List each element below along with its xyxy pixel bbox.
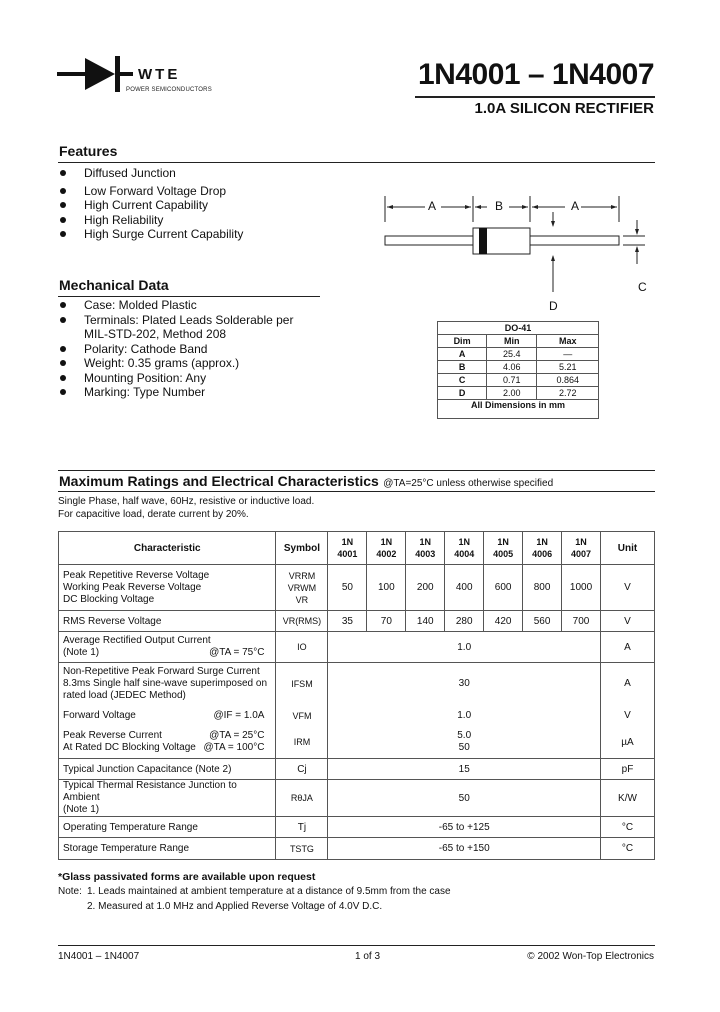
table-row xyxy=(438,387,599,400)
characteristic-line xyxy=(63,710,272,721)
value-cell: -65 to +150 xyxy=(328,838,601,860)
symbol-line: VRRM xyxy=(288,570,316,581)
dim-cell: A xyxy=(438,348,487,361)
ratings-note-1: Single Phase, half wave, 60Hz, resistive or inductive load. xyxy=(58,496,315,507)
characteristic-line: Working Peak Reverse Voltage xyxy=(63,581,202,593)
ratings-top-rule xyxy=(58,470,655,471)
symbol-cell: VFM xyxy=(276,705,328,727)
dim-cell: 0.864 xyxy=(537,374,599,387)
list-item: Weight: 0.35 grams (approx.) xyxy=(58,356,293,371)
features-heading: Features xyxy=(59,143,118,159)
table-row xyxy=(59,759,655,780)
unit-cell: V xyxy=(601,705,655,727)
table-row xyxy=(59,565,655,611)
unit-cell: V xyxy=(601,611,655,632)
mechanical-heading: Mechanical Data xyxy=(59,277,169,293)
dim-cell: — xyxy=(537,348,599,361)
diode-logo-icon xyxy=(57,54,133,94)
value-line: 5.0 xyxy=(457,730,472,742)
symbol-cell: Cj xyxy=(276,759,328,780)
dim-cell: 25.4 xyxy=(487,348,537,361)
col-header-part: 1N 4005 xyxy=(484,532,523,565)
dim-cell: D xyxy=(438,387,487,400)
list-item: Case: Molded Plastic xyxy=(58,298,293,313)
ratings-note-2: For capacitive load, derate current by 20%. xyxy=(58,509,249,520)
unit-cell: °C xyxy=(601,817,655,838)
list-item: Marking: Type Number xyxy=(58,385,293,400)
glass-passivated-note: *Glass passivated forms are available upon request xyxy=(58,871,316,883)
value-cell: 420 xyxy=(484,611,523,632)
symbol-cell xyxy=(276,565,328,611)
features-list xyxy=(58,166,243,242)
footer-rule xyxy=(58,945,655,946)
characteristic-cell xyxy=(59,663,276,705)
dim-cell: 2.72 xyxy=(537,387,599,400)
characteristic-line: rated load (JEDEC Method) xyxy=(63,689,186,701)
characteristic-line xyxy=(63,647,272,659)
table-row xyxy=(59,705,655,727)
note-1: 1. Leads maintained at ambient temperature at a distance of 9.5mm from the case xyxy=(87,886,451,897)
col-header-part: 1N 4002 xyxy=(367,532,406,565)
symbol-cell: Tj xyxy=(276,817,328,838)
unit-cell: °C xyxy=(601,838,655,860)
test-condition: @TA = 100°C xyxy=(203,742,265,754)
dim-col-header: Max xyxy=(537,335,599,348)
dim-cell: 4.06 xyxy=(487,361,537,374)
dim-col-header: Dim xyxy=(438,335,487,348)
list-item: MIL-STD-202, Method 208 xyxy=(84,327,227,341)
col-header-unit: Unit xyxy=(601,532,655,565)
col-header-part: 1N 4001 xyxy=(328,532,367,565)
dim-cell: B xyxy=(438,361,487,374)
characteristic-line: Non-Repetitive Peak Forward Surge Current xyxy=(63,665,260,677)
symbol-cell: IO xyxy=(276,632,328,663)
table-row xyxy=(59,611,655,632)
ratings-heading: Maximum Ratings and Electrical Characteristics xyxy=(59,473,379,489)
symbol-cell: IRM xyxy=(276,727,328,759)
value-cell: 200 xyxy=(406,565,445,611)
dim-label-a-left: A xyxy=(428,199,437,213)
note-2: 2. Measured at 1.0 MHz and Applied Reverse Voltage of 4.0V D.C. xyxy=(87,901,383,912)
table-row xyxy=(59,780,655,817)
table-row xyxy=(59,817,655,838)
table-row xyxy=(59,838,655,860)
unit-cell: V xyxy=(601,565,655,611)
header-rule xyxy=(415,96,655,98)
list-item: Polarity: Cathode Band xyxy=(58,342,293,357)
table-row xyxy=(59,727,655,759)
value-cell: 400 xyxy=(445,565,484,611)
value-cell: 1.0 xyxy=(328,705,601,727)
dim-col-header: Min xyxy=(487,335,537,348)
note-label: Note: xyxy=(58,886,82,897)
dim-label-d: D xyxy=(549,299,558,313)
mechanical-list xyxy=(58,298,293,400)
logo-subtitle: POWER SEMICONDUCTORS xyxy=(126,87,212,93)
dim-cell: 0.71 xyxy=(487,374,537,387)
table-row xyxy=(59,632,655,663)
unit-cell: K/W xyxy=(601,780,655,817)
list-item: Low Forward Voltage Drop xyxy=(58,184,243,199)
mechanical-rule xyxy=(58,296,320,297)
col-header-part: 1N 4004 xyxy=(445,532,484,565)
symbol-line: VR xyxy=(295,594,309,605)
value-cell: 50 xyxy=(328,565,367,611)
logo-wordmark: WTE xyxy=(138,66,181,83)
col-header-part: 1N 4006 xyxy=(523,532,562,565)
col-header-characteristic: Characteristic xyxy=(59,532,276,565)
col-header-part: 1N 4007 xyxy=(562,532,601,565)
characteristic-label: At Rated DC Blocking Voltage xyxy=(63,742,196,754)
list-item: High Surge Current Capability xyxy=(58,227,243,242)
value-cell: 700 xyxy=(562,611,601,632)
unit-cell: pF xyxy=(601,759,655,780)
symbol-line: VRWM xyxy=(287,582,317,593)
symbol-cell: RθJA xyxy=(276,780,328,817)
list-item: Diffused Junction xyxy=(58,166,243,181)
value-cell: -65 to +125 xyxy=(328,817,601,838)
unit-cell: A xyxy=(601,632,655,663)
value-cell: 30 xyxy=(328,663,601,705)
characteristic-line: DC Blocking Voltage xyxy=(63,593,155,605)
value-cell: 50 xyxy=(328,780,601,817)
list-item: High Reliability xyxy=(58,213,243,228)
value-cell: 280 xyxy=(445,611,484,632)
value-cell: 15 xyxy=(328,759,601,780)
col-header-symbol: Symbol xyxy=(276,532,328,565)
ratings-header-row xyxy=(59,532,655,565)
characteristic-cell xyxy=(59,632,276,663)
dim-label-c: C xyxy=(638,280,647,294)
characteristic-line: Peak Repetitive Reverse Voltage xyxy=(63,569,210,581)
table-row xyxy=(438,361,599,374)
features-rule xyxy=(58,162,655,163)
col-header-part: 1N 4003 xyxy=(406,532,445,565)
ratings-heading-line xyxy=(59,473,553,491)
characteristic-line xyxy=(63,730,272,742)
ratings-heading-rule xyxy=(58,491,655,492)
footer-page-number: 1 of 3 xyxy=(355,951,381,962)
footer-copyright: © 2002 Won-Top Electronics xyxy=(527,951,654,962)
dim-label-b: B xyxy=(495,199,504,213)
characteristic-cell xyxy=(59,705,276,727)
value-cell: 70 xyxy=(367,611,406,632)
characteristic-line: Average Rectified Output Current xyxy=(63,635,211,646)
characteristic-cell xyxy=(59,780,276,817)
package-dimension-diagram xyxy=(375,192,665,317)
value-line: 50 xyxy=(458,742,470,754)
dim-cell: 5.21 xyxy=(537,361,599,374)
symbol-cell: VR(RMS) xyxy=(276,611,328,632)
dimension-table xyxy=(437,321,599,419)
footer-part-number: 1N4001 – 1N4007 xyxy=(58,951,140,962)
ratings-condition: @TA=25°C unless otherwise specified xyxy=(383,478,554,489)
list-item: Terminals: Plated Leads Solderable per xyxy=(58,313,293,328)
characteristic-cell: Storage Temperature Range xyxy=(59,838,276,860)
value-cell: 600 xyxy=(484,565,523,611)
part-title: 1N4001 – 1N4007 xyxy=(417,58,654,91)
dim-cell: 2.00 xyxy=(487,387,537,400)
characteristic-line: (Note 1) xyxy=(63,804,100,815)
characteristic-line: 8.3ms Single half sine-wave superimposed on xyxy=(63,677,267,689)
unit-cell: A xyxy=(601,663,655,705)
test-condition: @TA = 25°C xyxy=(209,730,265,742)
ratings-table xyxy=(58,531,655,860)
characteristic-line xyxy=(63,742,272,754)
test-condition: @IF = 1.0A xyxy=(213,710,265,721)
dimension-table-footer: All Dimensions in mm xyxy=(438,400,599,419)
table-row xyxy=(438,374,599,387)
value-cell: 560 xyxy=(523,611,562,632)
characteristic-cell: Operating Temperature Range xyxy=(59,817,276,838)
list-item: High Current Capability xyxy=(58,198,243,213)
unit-cell: µA xyxy=(601,727,655,759)
value-cell: 800 xyxy=(523,565,562,611)
value-cell: 140 xyxy=(406,611,445,632)
characteristic-note: (Note 1) xyxy=(63,647,100,658)
characteristic-label: Forward Voltage xyxy=(63,710,136,721)
list-item: Mounting Position: Any xyxy=(58,371,293,386)
characteristic-cell xyxy=(59,727,276,759)
value-cell xyxy=(328,727,601,759)
dimension-table-title: DO-41 xyxy=(438,322,599,335)
characteristic-line: Typical Thermal Resistance Junction to Ambient xyxy=(63,780,237,803)
value-cell: 100 xyxy=(367,565,406,611)
test-condition: @TA = 75°C xyxy=(209,647,265,658)
part-subtitle: 1.0A SILICON RECTIFIER xyxy=(474,100,654,117)
characteristic-cell: RMS Reverse Voltage xyxy=(59,611,276,632)
table-row xyxy=(438,348,599,361)
value-cell: 1000 xyxy=(562,565,601,611)
symbol-cell: IFSM xyxy=(276,663,328,705)
dim-label-a-right: A xyxy=(571,199,580,213)
value-cell: 35 xyxy=(328,611,367,632)
characteristic-cell xyxy=(59,565,276,611)
characteristic-cell: Typical Junction Capacitance (Note 2) xyxy=(59,759,276,780)
dim-cell: C xyxy=(438,374,487,387)
symbol-cell: TSTG xyxy=(276,838,328,860)
value-cell: 1.0 xyxy=(328,632,601,663)
table-row xyxy=(59,663,655,705)
characteristic-label: Peak Reverse Current xyxy=(63,730,162,742)
